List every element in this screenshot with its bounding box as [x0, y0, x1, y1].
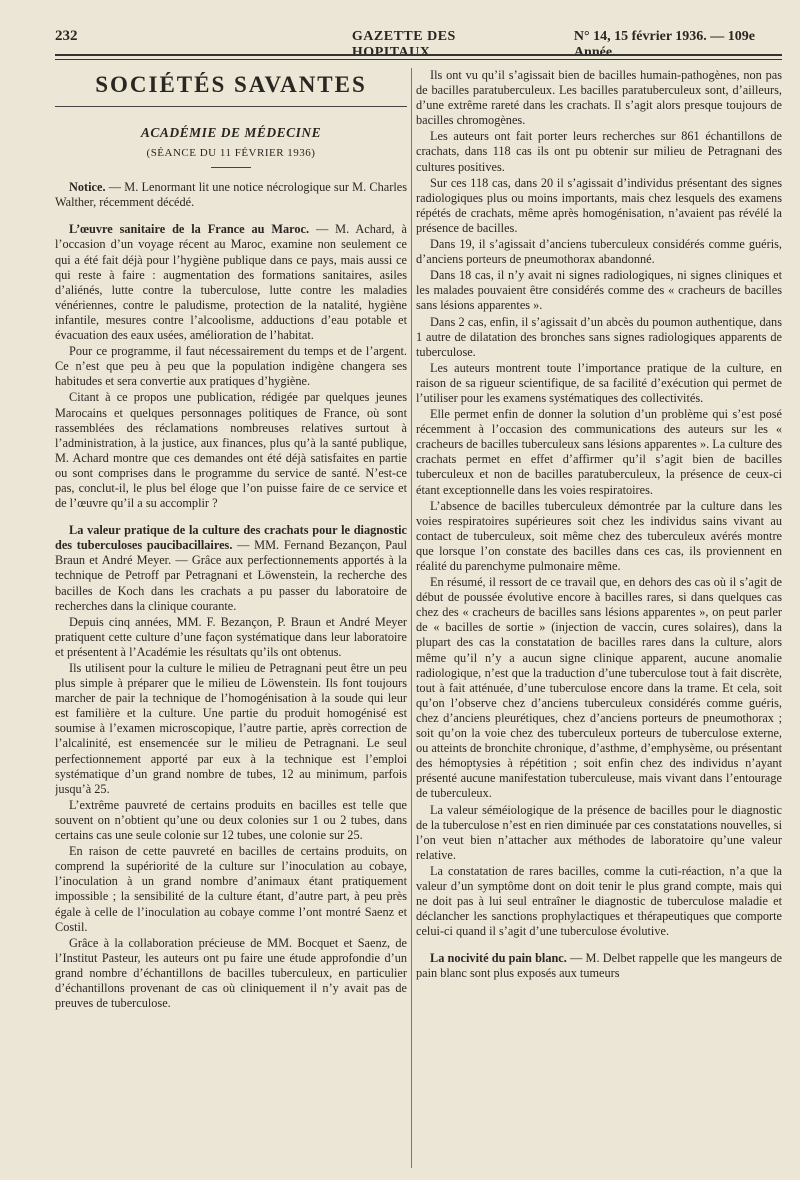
section-title: SOCIÉTÉS SAVANTES	[95, 72, 367, 97]
academy-heading: ACADÉMIE DE MÉDECINE	[140, 125, 322, 140]
page-header	[55, 28, 782, 60]
right-paragraph-6: Dans 2 cas, enfin, il s’agissait d’un abcès du poumon authentique, dans 1 autre de dilatation des bronches sans signes radiologiques apparents de tuberculose.	[416, 314, 782, 359]
right-paragraph-10: En résumé, il ressort de ce travail que, en dehors des cas où il s’agit de début de poussée évolutive encore à bacilles rares, si dans quelques cas chez des « cracheurs de bacilles sans lésions apparentes », on peut parler de « bacilles de sortie » (injection de vaccin, cures solaires), dans la plupart des cas la constatation de bacilles rares dans la culture, alors même qu’il n’y a aucun signe clinique apparent, aucune anomalie radiologique, n’est que la traduction d’une tuberculose tout à fait discrète, tout à fait atténuée, d’une tuberculose encore dans la trame. Et cela, soit qu’on l’observe chez d’anciens tuberculeux considérés comme guéris, chez d’anciens pleurétiques, chez d’anciens porteurs de pneumothorax ; soit qu’on la voie chez des tuberculeux porteurs de tuberculose externe, ou atteints de bronchite chronique, d’asthme, d’emphysème, ou présentant des hémoptysies à répétition ; soit enfin chez des individus n’ayant présenté aucune manifestation tuberculeuse, mais vivant dans l’entourage de tuberculeux.	[416, 575, 782, 801]
crachats-paragraph-2: Depuis cinq années, MM. F. Bezançon, P. Braun et André Meyer pratiquent cette culture d’une façon systématique dans leur laboratoire et présentent à l’Académie les résultats qu’ils ont obtenus.	[55, 614, 407, 659]
notice-text: — M. Lenormant lit une notice nécrologique sur M. Charles Walther, récemment décédé.	[55, 180, 407, 210]
right-paragraph-4: Dans 19, il s’agissait d’anciens tuberculeux considérés comme guéris, d’anciens porteurs de pneumothorax abandonné.	[416, 237, 782, 267]
short-rule	[211, 167, 251, 168]
right-paragraph-2: Les auteurs ont fait porter leurs recherches sur 861 échantillons de crachats, dans 118 cas ils ont pu obtenir sur milieu de Petragnani des cultures positives.	[416, 129, 782, 174]
right-paragraph-3: Sur ces 118 cas, dans 20 il s’agissait d’individus présentant des signes radiologiques plus ou moins importants, mais chez lesquels des examens répétés de crachats, même après homogénisation, n’avaient pas révélé la présence de bacilles.	[416, 175, 782, 235]
issue-info: N° 14, 15 février 1936. — 109e Année.	[573, 29, 755, 60]
pain-lead: La nocivité du pain blanc.	[430, 951, 567, 966]
right-paragraph-5: Dans 18 cas, il n’y avait ni signes radiologiques, ni signes cliniques et les malades pouvaient être considérés comme des « cracheurs de bacilles sans lésions apparentes ».	[416, 268, 782, 313]
notice-paragraph	[55, 180, 407, 210]
maroc-paragraph-3: Citant à ce propos une publication, rédigée par quelques jeunes Marocains et quelques personnages politiques de France, où sont rassemblées des réclamations nombreuses relatives surtout à l’administration, à la justice, aux finances, plus qu’à la santé publique, M. Achard montre que ces demandes ont été déjà satisfaites en partie ou sont comprises dans le programme du service de santé. N’est-ce pas, conclut-il, le plus bel éloge que l’on puisse faire de ce service et de l’œuvre qu’il a su accomplir ?	[55, 390, 407, 511]
header-rule	[55, 54, 782, 60]
crachats-paragraph-4: L’extrême pauvreté de certains produits en bacilles est telle que souvent on n’obtient qu’une ou deux colonies sur 1 ou 2 tubes, dans certains cas une seule colonie sur 12 tubes, une colonie sur 25.	[55, 797, 407, 843]
page-number: 232	[55, 28, 78, 44]
crachats-lead: La valeur pratique de la culture des crachats pour le diagnostic des tuberculoses paucibacillaires.	[55, 523, 407, 553]
crachats-paragraph-1	[55, 523, 407, 614]
notice-lead: Notice.	[69, 180, 106, 195]
crachats-paragraph-5: En raison de cette pauvreté en bacilles de certains produits, on comprend la supériorité de la culture sur l’inoculation au cobaye, l’inoculation à un grand nombre d’animaux étant pratiquement impossible ; la sensibilité de la culture étant, d’autre part, à peu près égale à celle de l’inoculation au cobaye comme l’ont montré Saenz et Costil.	[55, 844, 407, 934]
crachats-paragraph-6: Grâce à la collaboration précieuse de MM. Bocquet et Saenz, de l’Institut Pasteur, les auteurs ont pu faire une étude approfondie d’un grand nombre d’échantillons de bacilles tuberculeux, en particulier d’échantillons provenant de cas où cliniquement il n’y avait pas de preuves de tuberculose.	[55, 935, 407, 1011]
right-paragraph-7: Les auteurs montrent toute l’importance pratique de la culture, en raison de sa rigueur scientifique, de sa facilité d’exécution qui permet de l’utiliser pour les examens systématiques des collectivités.	[416, 360, 782, 405]
right-paragraph-12: La constatation de rares bacilles, comme la cuti-réaction, n’a que la valeur d’un symptôme dont on doit tenir le plus grand compte, mais qui ne doit pas à lui seul entraîner le diagnostic de tuberculose maladie et déclancher les sanctions prophylactiques et thérapeutiques que comporte celui-ci quand il s’agit d’une tuberculose évolutive.	[416, 863, 782, 939]
right-paragraph-8: Elle permet enfin de donner la solution d’un problème qui s’est posé récemment à l’occasion des communications des auteurs sur les « cracheurs de bacilles tuberculeux sans lésions apparentes ». La culture des crachats permet en effet d’affirmer qu’il s’agit bien de bacilles tuberculeux et non de bacilles paratuberculeux, la présence de ceux-ci étant exceptionnelle dans les voies respiratoires.	[416, 407, 782, 497]
right-paragraph-11: La valeur séméiologique de la présence de bacilles pour le diagnostic de la tuberculose n’est en rien diminuée par ces constatations nouvelles, si l’on veut bien n’attacher aux méthodes de laboratoire qu’une valeur relative.	[416, 802, 782, 862]
column-divider	[411, 68, 412, 1168]
left-column	[55, 68, 407, 1168]
pain-paragraph	[416, 951, 782, 981]
seance-date: (SÉANCE DU 11 FÉVRIER 1936)	[146, 147, 316, 160]
crachats-text-1: — MM. Fernand Bezançon, Paul Braun et André Meyer. — Grâce aux perfectionnements apportés à la technique de Petroff par Petragnani et Löwenstein, la recherche des bacilles de Koch dans les crachats a pu passer du laboratoire de recherches dans la clinique courante.	[55, 538, 407, 613]
maroc-paragraph-2: Pour ce programme, il faut nécessairement du temps et de l’argent. Ce n’est que peu à peu que la population indigène changera ses habitudes et sera convertie aux pratiques d’hygiène.	[55, 344, 407, 389]
maroc-text-1: — M. Achard, à l’occasion d’un voyage récent au Maroc, examine non seulement ce qui a été fait déjà pour l’hygiène publique dans ce pays, mais aussi ce qui reste à faire : augmentation des formations sanitaires, asiles d’aliénés, lutte contre la tuberculose, lutte contre les maladies vénériennes, contre le paludisme, protection de la natalité, hygiène infantile, mesures contre l’alcoolisme, adductions d’eau potable et évacuation des eaux usées, amélioration de l’habitat.	[55, 222, 407, 343]
right-paragraph-1: Ils ont vu qu’il s’agissait bien de bacilles humain-pathogènes, non pas de bacilles paratuberculeux. Les bacilles paratuberculeux sont, d’ailleurs, d’une extrême rareté dans les crachats. Il s’agit alors presque toujours de bacilles chromogènes.	[416, 68, 782, 128]
pain-text: — M. Delbet rappelle que les mangeurs de pain blanc sont plus exposés aux tumeurs	[416, 951, 782, 981]
journal-title: GAZETTE DES HOPITAUX	[351, 29, 456, 60]
crachats-paragraph-3: Ils utilisent pour la culture le milieu de Petragnani peut être un peu plus simple à préparer que le milieu de Löwenstein. Ils font toujours marcher de pair la technique de l’homogénisation à la soude qui leur est familière et la culture. Une partie du produit homogénisé est soumise à l’examen microscopique, l’autre partie, après correction de l’alcalinité, est ensemencée sur le milieu de Petragnani. Le seul perfectionnement apporté par eux à la technique est l’emploi systématique d’un grand nombre de tubes, 12 au minimum, parfois jusqu’à 25.	[55, 661, 407, 796]
right-column	[416, 68, 782, 1168]
right-paragraph-9: L’absence de bacilles tuberculeux démontrée par la culture dans les voies respiratoires supérieures soit chez les individus sains vivant au contact de tuberculeux, soit même chez des tuberculeux avérés montre que lorsque l’on constate des bacilles dans ces cas, ils proviennent en réalité du parenchyme pulmonaire même.	[416, 498, 782, 573]
section-rule	[55, 106, 407, 107]
maroc-paragraph-1	[55, 222, 407, 343]
maroc-lead: L’œuvre sanitaire de la France au Maroc.	[69, 222, 310, 237]
